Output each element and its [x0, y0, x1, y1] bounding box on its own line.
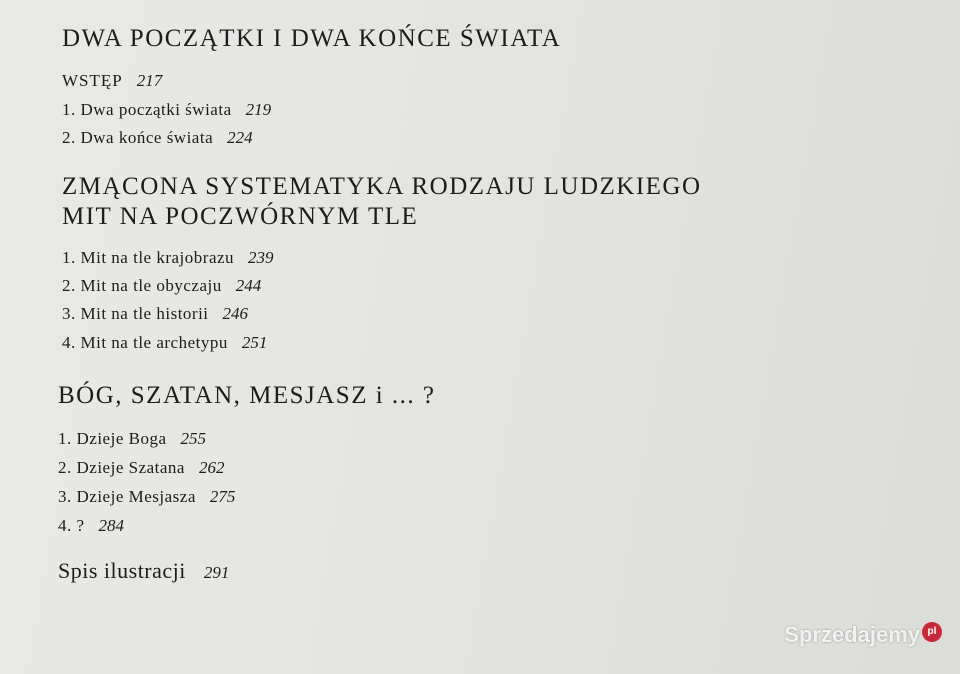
toc-entry-label: 4. ? [58, 516, 85, 535]
toc-entry [62, 304, 248, 324]
toc-entry-label: 2. Mit na tle obyczaju [62, 276, 222, 295]
toc-entry-label: Spis ilustracji [58, 558, 186, 583]
toc-entry-intro [62, 71, 162, 91]
section-title-line: BÓG, SZATAN, MESJASZ i ... ? [58, 382, 436, 409]
toc-entry [62, 276, 261, 296]
toc-entry-label: 2. Dwa końce świata [62, 128, 214, 147]
toc-entry-label: 1. Dzieje Boga [58, 429, 167, 448]
toc-page-number: 275 [209, 487, 236, 506]
toc-entry [62, 333, 267, 353]
toc-entry-label: 2. Dzieje Szatana [58, 458, 185, 477]
section-title [62, 172, 702, 232]
section-title-line: DWA POCZĄTKI I DWA KOŃCE ŚWIATA [62, 25, 562, 52]
toc-page-number: 217 [136, 71, 163, 90]
toc-entry-label: 1. Dwa początki świata [62, 100, 232, 119]
toc-entry-illustrations [58, 558, 230, 583]
toc-page-number: 246 [222, 304, 249, 323]
section-title [62, 24, 561, 54]
watermark-badge: pl [922, 622, 942, 642]
toc-page-number: 255 [180, 429, 206, 448]
toc-page-number: 284 [98, 516, 125, 535]
toc-page-number: 224 [227, 128, 253, 147]
toc-page-number: 219 [245, 100, 272, 119]
toc-entry-label: 3. Mit na tle historii [62, 304, 209, 323]
toc-entry [62, 248, 274, 268]
toc-page-number: 291 [203, 563, 230, 582]
watermark-text: Sprzedajemy [784, 622, 920, 647]
toc-page-number: 251 [241, 333, 268, 352]
toc-entry-label: 4. Mit na tle archetypu [62, 333, 228, 352]
toc-entry [58, 429, 206, 449]
section-title-line: MIT NA POCZWÓRNYM TLE [62, 203, 419, 230]
toc-entry-label: 1. Mit na tle krajobrazu [62, 248, 235, 267]
toc-page-number: 262 [198, 458, 225, 477]
toc-entry [58, 458, 224, 478]
toc-page-number: 244 [235, 276, 262, 295]
toc-page-number: 239 [248, 248, 274, 267]
section-title-line: ZMĄCONA SYSTEMATYKA RODZAJU LUDZKIEGO [62, 173, 702, 200]
toc-entry [62, 100, 271, 120]
watermark-logo [784, 622, 942, 648]
section-title [58, 381, 436, 411]
toc-entry [58, 487, 235, 507]
toc-entry [62, 128, 253, 148]
toc-entry-label: WSTĘP [62, 71, 123, 90]
toc-entry [58, 516, 124, 536]
toc-entry-label: 3. Dzieje Mesjasza [58, 487, 196, 506]
